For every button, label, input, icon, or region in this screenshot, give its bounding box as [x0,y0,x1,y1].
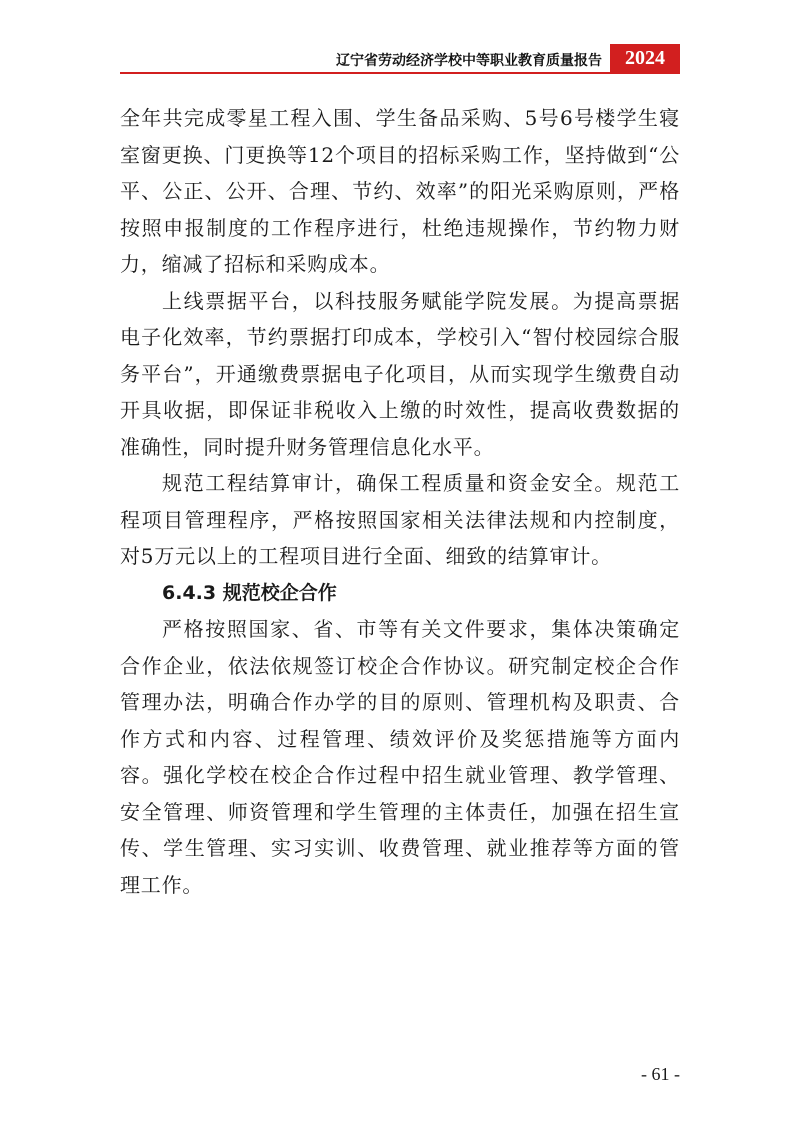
paragraph-audit: 规范工程结算审计，确保工程质量和资金安全。规范工程项目管理程序，严格按照国家相关法律法规和内控制度，对5万元以上的工程项目进行全面、细致的结算审计。 [120,471,680,568]
page-number: - 61 - [641,1064,680,1084]
paragraph-procurement-continued: 全年共完成零星工程入围、学生备品采购、5号6号楼学生寝室窗更换、门更换等12个项目的招标采购工作，坚持做到“公平、公正、公开、合理、节约、效率”的阳光采购原则，严格按照申报制度的工作程序进行，杜绝违规操作，节约物力财力，缩减了招标和采购成本。 [120,106,680,276]
year-badge: 2024 [610,44,680,72]
paragraph-school-enterprise-cooperation: 严格按照国家、省、市等有关文件要求，集体决策确定合作企业，依法依规签订校企合作协议。研究制定校企合作管理办法，明确合作办学的目的原则、管理机构及职责、合作方式和内容、过程管理、绩效评价及奖惩措施等方面内容。强化学校在校企合作过程中招生就业管理、教学管理、安全管理、师资管理和学生管理的主体责任，加强在招生宣传、学生管理、实习实训、收费管理、就业推荐等方面的管理工作。 [120,617,680,897]
page-header [120,44,680,74]
page-content [120,100,680,903]
report-title: 辽宁省劳动经济学校中等职业教育质量报告 [336,53,602,69]
paragraph-e-invoice-platform: 上线票据平台，以科技服务赋能学院发展。为提高票据电子化效率，节约票据打印成本，学校引入“智付校园综合服务平台”，开通缴费票据电子化项目，从而实现学生缴费自动开具收据，即保证非税收入上缴的时效性，提高收费数据的准确性，同时提升财务管理信息化水平。 [120,288,680,459]
section-heading: 6.4.3 规范校企合作 [162,581,337,604]
